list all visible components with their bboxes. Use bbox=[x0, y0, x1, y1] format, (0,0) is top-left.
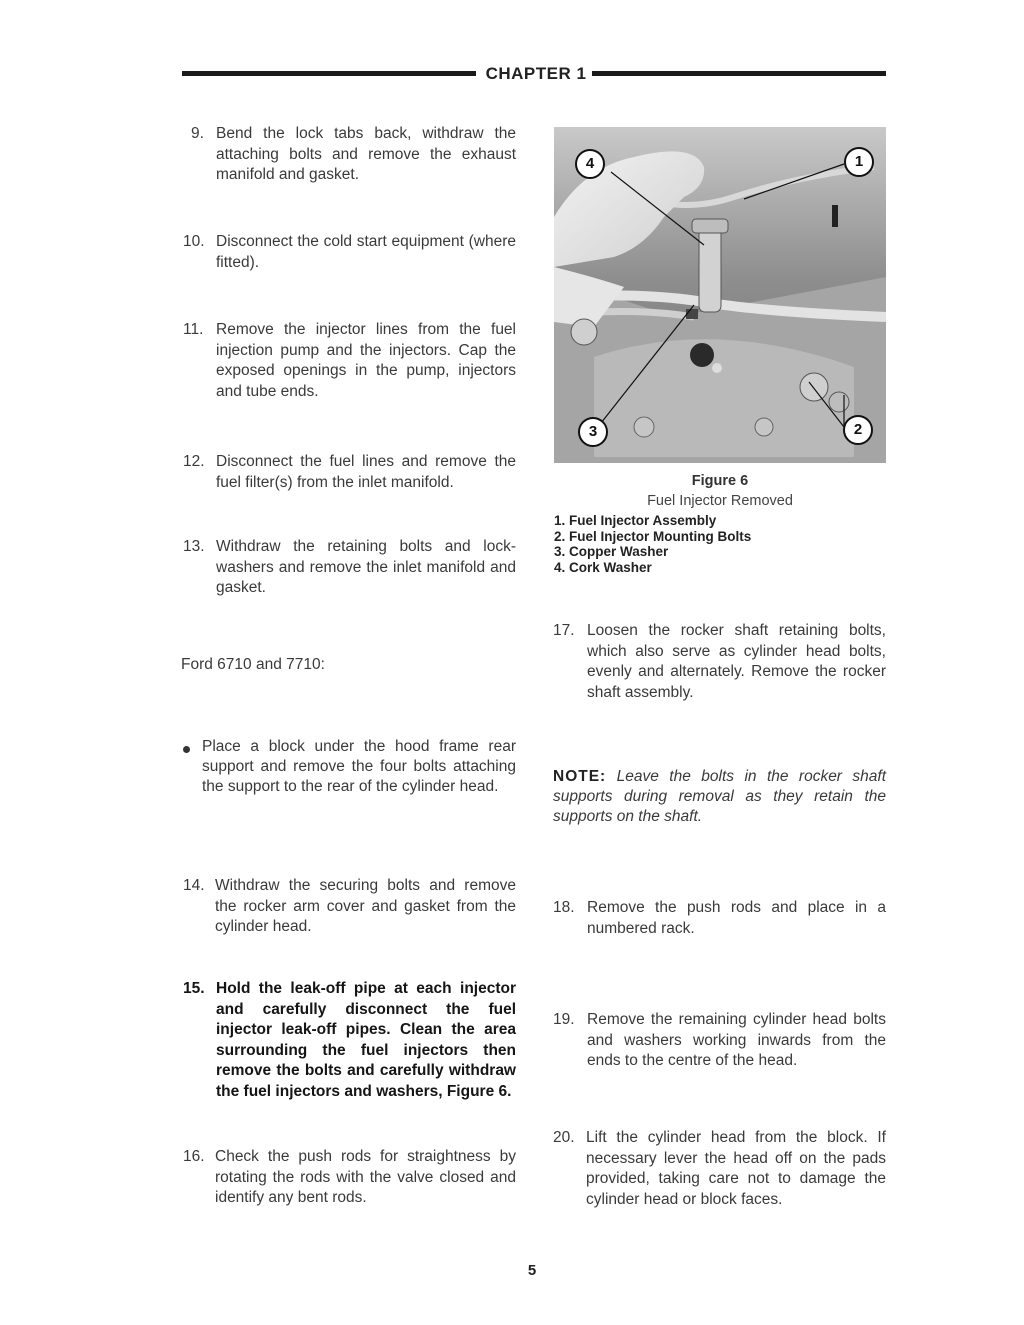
page-number: 5 bbox=[527, 1262, 537, 1279]
legend-item: 1. Fuel Injector Assembly bbox=[554, 513, 717, 528]
step-number: 10. bbox=[183, 233, 205, 250]
chapter-title: CHAPTER 1 bbox=[485, 64, 587, 83]
legend-item: 2. Fuel Injector Mounting Bolts bbox=[554, 528, 752, 544]
header-rule-left bbox=[182, 71, 476, 76]
step-15 bbox=[183, 979, 516, 1102]
step-11 bbox=[183, 320, 516, 402]
figure-6-photo bbox=[554, 127, 886, 463]
callout-3: 3 bbox=[578, 417, 608, 447]
step-13 bbox=[183, 537, 516, 599]
step-text: Remove the injector lines from the fuel injection pump and the injectors. Cap the exposed openings in the pump, injectors and tube ends. bbox=[216, 321, 516, 400]
step-14 bbox=[183, 876, 516, 938]
callout-1: 1 bbox=[844, 147, 874, 177]
step-text: Loosen the rocker shaft retaining bolts, which also serve as cylinder head bolts, evenly and alternately. Remove the rocker shaft assembly. bbox=[587, 622, 886, 701]
model-heading: Ford 6710 and 7710: bbox=[181, 656, 325, 673]
step-text: Disconnect the cold start equipment (where fitted). bbox=[216, 233, 516, 271]
step-9 bbox=[191, 124, 516, 186]
callout-4: 4 bbox=[575, 149, 605, 179]
step-number: 16. bbox=[183, 1148, 205, 1165]
legend-item: 4. Cork Washer bbox=[554, 559, 652, 575]
step-text: Withdraw the retaining bolts and lock-washers and remove the inlet manifold and gasket. bbox=[216, 538, 516, 596]
step-18 bbox=[553, 898, 886, 939]
step-10 bbox=[183, 232, 516, 273]
step-19 bbox=[553, 1010, 886, 1072]
step-17 bbox=[553, 621, 886, 703]
bullet-item bbox=[183, 737, 516, 797]
step-number: 9. bbox=[191, 125, 204, 142]
step-text: Hold the leak-off pipe at each injector and carefully disconnect the fuel injector leak-off pipes. Clean the area surrounding the fuel injectors then remove the bolts and carefully withdraw the fuel injectors and washers, Figure 6. bbox=[216, 980, 516, 1100]
step-text: Lift the cylinder head from the block. If necessary lever the head off on the pads provided, taking care not to damage the cylinder head or block faces. bbox=[586, 1129, 886, 1208]
step-number: 15. bbox=[183, 980, 205, 997]
step-number: 14. bbox=[183, 877, 205, 894]
note-label: NOTE: bbox=[553, 768, 607, 785]
header-rule-right bbox=[592, 71, 886, 76]
bullet-dot bbox=[183, 746, 190, 753]
note-text: Leave the bolts in the rocker shaft supports during removal as they retain the supports on the shaft. bbox=[553, 768, 887, 825]
step-number: 17. bbox=[553, 622, 575, 639]
note-block bbox=[553, 767, 886, 827]
figure-title: Figure 6 bbox=[691, 473, 749, 489]
step-number: 12. bbox=[183, 453, 205, 470]
step-text: Remove the push rods and place in a numbered rack. bbox=[587, 899, 886, 937]
step-number: 13. bbox=[183, 538, 205, 555]
callout-2: 2 bbox=[843, 415, 873, 445]
figure-caption: Fuel Injector Removed bbox=[647, 493, 793, 509]
step-text: Bend the lock tabs back, withdraw the attaching bolts and remove the exhaust manifold and gasket. bbox=[216, 125, 516, 183]
step-number: 19. bbox=[553, 1011, 575, 1028]
step-20 bbox=[553, 1128, 886, 1210]
step-12 bbox=[183, 452, 516, 493]
step-text: Check the push rods for straightness by rotating the rods with the valve closed and identify any bent rods. bbox=[215, 1148, 516, 1206]
figure-legend bbox=[554, 513, 751, 575]
step-16 bbox=[183, 1147, 516, 1209]
step-text: Withdraw the securing bolts and remove the rocker arm cover and gasket from the cylinder head. bbox=[215, 877, 516, 935]
step-number: 18. bbox=[553, 899, 575, 916]
bullet-text: Place a block under the hood frame rear support and remove the four bolts attaching the support to the rear of the cylinder head. bbox=[202, 738, 516, 795]
step-text: Remove the remaining cylinder head bolts and washers working inwards from the ends to the centre of the head. bbox=[587, 1011, 886, 1069]
step-number: 11. bbox=[183, 321, 204, 338]
injector-photo-illustration bbox=[554, 127, 886, 463]
chapter-header bbox=[182, 62, 886, 88]
step-text: Disconnect the fuel lines and remove the fuel filter(s) from the inlet manifold. bbox=[216, 453, 516, 491]
legend-item: 3. Copper Washer bbox=[554, 544, 669, 559]
step-number: 20. bbox=[553, 1129, 575, 1146]
